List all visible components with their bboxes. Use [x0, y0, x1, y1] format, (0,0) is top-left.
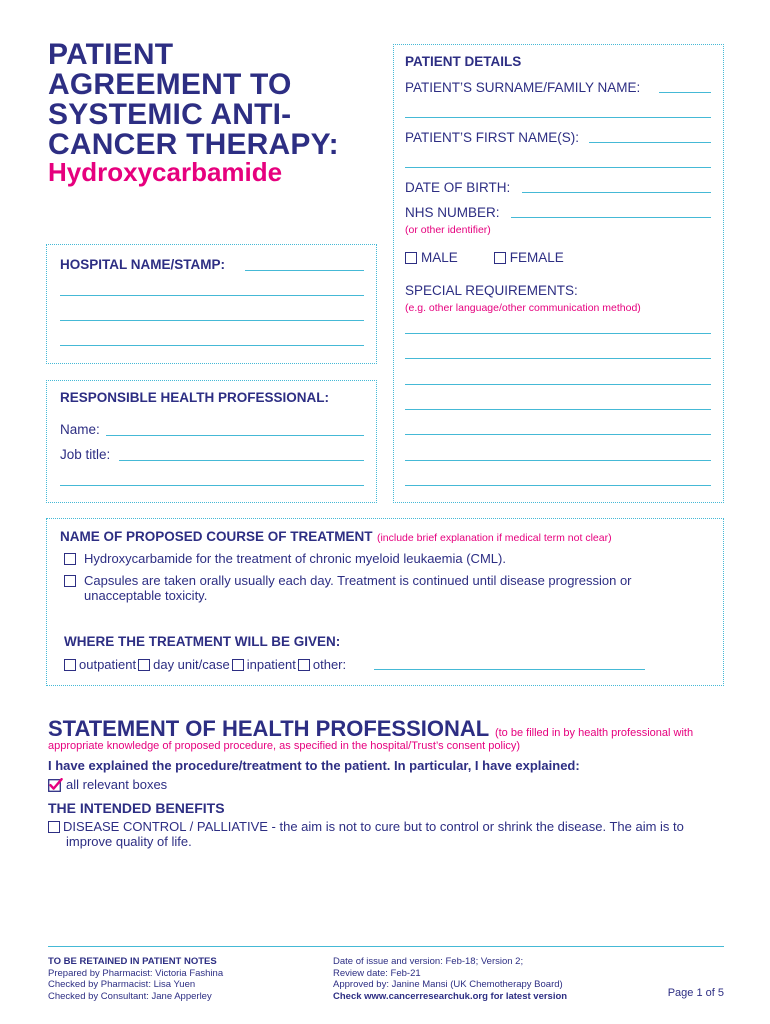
treatment-heading-row [60, 528, 612, 546]
inpatient-label: inpatient [246, 657, 296, 672]
footer-checked-consultant: Checked by Consultant: Jane Apperley [48, 990, 212, 1002]
special-line-6[interactable] [405, 460, 711, 461]
nhs-label: NHS NUMBER: [405, 205, 500, 220]
benefit-item [48, 819, 684, 834]
surname-field-2[interactable] [405, 117, 711, 118]
special-line-3[interactable] [405, 384, 711, 385]
other-checkbox[interactable] [298, 659, 310, 671]
footer-review: Review date: Feb-21 [333, 967, 421, 979]
surname-field[interactable] [659, 92, 711, 93]
footer-issue: Date of issue and version: Feb-18; Version 2; [333, 956, 524, 967]
statement-note-1: (to be filled in by health professional with [494, 727, 694, 739]
hospital-line-2[interactable] [60, 295, 364, 296]
responsible-extra-line[interactable] [60, 485, 364, 486]
title-line-4: CANCER THERAPY: [48, 128, 339, 161]
hospital-name-field[interactable] [245, 270, 364, 271]
male-checkbox[interactable] [405, 252, 417, 264]
footer-approved: Approved by: Janine Mansi (UK Chemotherapy Board) [333, 979, 563, 990]
title-line-3: SYSTEMIC ANTI- [48, 98, 292, 131]
outpatient-checkbox[interactable] [64, 659, 76, 671]
benefit-checkbox[interactable] [48, 821, 60, 833]
other-location-field[interactable] [374, 669, 645, 670]
special-line-1[interactable] [405, 333, 711, 334]
benefit-text: DISEASE CONTROL / PALLIATIVE - the aim is not to cure but to control or shrink the disease. The aim is to [63, 819, 684, 834]
day-unit-checkbox[interactable] [138, 659, 150, 671]
treatment-item-2 [64, 573, 632, 588]
responsible-heading: RESPONSIBLE HEALTH PROFESSIONAL: [60, 390, 330, 405]
footer-left [48, 956, 223, 1002]
responsible-name-label: Name: [60, 422, 100, 437]
statement-title-row [48, 716, 693, 742]
nhs-field[interactable] [511, 217, 711, 218]
treatment-item-1-checkbox[interactable] [64, 553, 76, 565]
statement-title: STATEMENT OF HEALTH PROFESSIONAL [48, 716, 489, 741]
female-checkbox[interactable] [494, 252, 506, 264]
sex-options [405, 250, 564, 265]
page-number: Page 1 of 5 [667, 987, 724, 999]
where-heading: WHERE THE TREATMENT WILL BE GIVEN: [64, 634, 341, 649]
tick-label: all relevant boxes [66, 777, 168, 792]
treatment-item-2-text: Capsules are taken orally usually each day. Treatment is continued until disease progression or [84, 573, 632, 588]
special-requirements-label: SPECIAL REQUIREMENTS: [405, 283, 578, 298]
explained-statement: I have explained the procedure/treatment to the patient. In particular, I have explained: [48, 758, 580, 773]
footer-divider [48, 946, 724, 947]
outpatient-label: outpatient [79, 657, 137, 672]
tick-instruction [48, 777, 167, 792]
treatment-heading: NAME OF PROPOSED COURSE OF TREATMENT [60, 529, 373, 544]
footer-retain: TO BE RETAINED IN PATIENT NOTES [48, 956, 217, 967]
responsible-job-field[interactable] [119, 460, 364, 461]
tick-checkbox[interactable] [48, 778, 62, 792]
footer-middle [333, 956, 567, 1002]
footer-check-url[interactable]: Check www.cancerresearchuk.org for latest version [333, 990, 568, 1002]
special-line-2[interactable] [405, 358, 711, 359]
other-label: other: [312, 657, 347, 672]
benefits-heading: THE INTENDED BENEFITS [48, 800, 225, 816]
footer-prepared: Prepared by Pharmacist: Victoria Fashina [48, 967, 224, 979]
surname-label: PATIENT’S SURNAME/FAMILY NAME: [405, 80, 641, 95]
day-unit-label: day unit/case [153, 657, 230, 672]
title-line-2: AGREEMENT TO [48, 68, 292, 101]
inpatient-checkbox[interactable] [232, 659, 244, 671]
nhs-note: (or other identifier) [405, 224, 491, 236]
page-title [48, 40, 378, 160]
special-requirements-note: (e.g. other language/other communication method) [405, 302, 641, 314]
first-name-field-2[interactable] [405, 167, 711, 168]
special-line-4[interactable] [405, 409, 711, 410]
male-label: MALE [421, 250, 458, 265]
dob-label: DATE OF BIRTH: [405, 180, 511, 195]
checkmark-icon [48, 778, 63, 793]
female-label: FEMALE [509, 250, 564, 265]
first-name-label: PATIENT’S FIRST NAME(S): [405, 130, 580, 145]
treatment-heading-note: (include brief explanation if medical term not clear) [376, 532, 612, 544]
responsible-name-field[interactable] [106, 435, 364, 436]
treatment-item-1 [64, 551, 506, 566]
dob-field[interactable] [522, 192, 711, 193]
special-line-7[interactable] [405, 485, 711, 486]
special-line-5[interactable] [405, 434, 711, 435]
treatment-item-1-text: Hydroxycarbamide for the treatment of chronic myeloid leukaemia (CML). [84, 551, 506, 566]
treatment-item-2-checkbox[interactable] [64, 575, 76, 587]
footer-checked-pharmacist: Checked by Pharmacist: Lisa Yuen [48, 979, 196, 990]
benefit-text-cont: improve quality of life. [66, 834, 192, 849]
drug-name: Hydroxycarbamide [48, 157, 283, 187]
title-line-1: PATIENT [48, 38, 174, 71]
statement-note-2: appropriate knowledge of proposed procedure, as specified in the hospital/Trust’s consent policy) [48, 740, 521, 752]
treatment-item-2-text-cont: unacceptable toxicity. [84, 588, 208, 603]
patient-heading: PATIENT DETAILS [405, 54, 522, 69]
responsible-job-label: Job title: [60, 447, 111, 462]
hospital-line-4[interactable] [60, 345, 364, 346]
hospital-label: HOSPITAL NAME/STAMP: [60, 257, 225, 272]
hospital-line-3[interactable] [60, 320, 364, 321]
first-name-field[interactable] [589, 142, 711, 143]
where-options [64, 657, 346, 672]
